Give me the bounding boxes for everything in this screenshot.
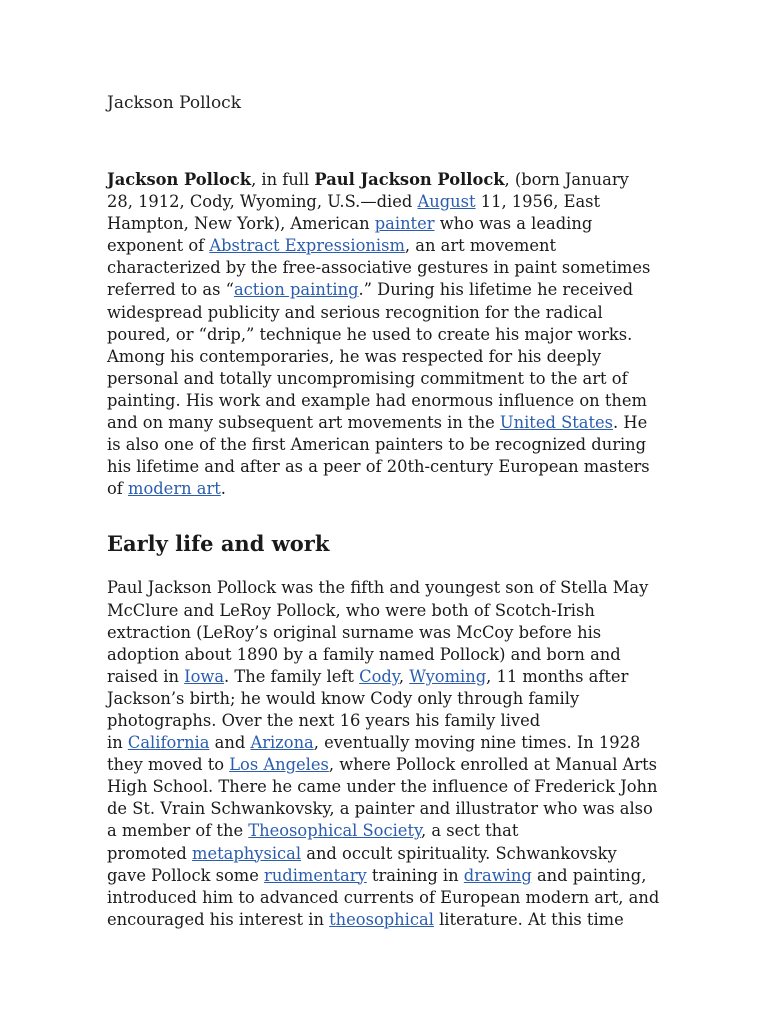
text-span: they moved to [107,755,230,775]
link-theosophical-society[interactable]: Theosophical Society [248,821,422,841]
text-line [107,478,667,500]
text-span: , an art movement [404,236,557,256]
text-span: , where Pollock enrolled at Manual Arts [328,755,658,775]
text-line [107,887,667,909]
text-span: introduced him to advanced currents of European modern art, and [107,887,660,907]
link-california[interactable]: California [127,733,210,753]
text-span: Jackson’s birth; he would know Cody only through family [107,688,580,708]
text-span: widespread publicity and serious recognition for the radical [107,302,603,322]
text-span: 28, 1912, Cody, Wyoming, U.S.—died [107,192,418,212]
text-line [107,368,667,390]
text-span: Among his contemporaries, he was respected for his deeply [107,346,602,366]
text-line [107,412,667,434]
text-span: and on many subsequent art movements in the [107,413,500,433]
text-span: , [398,666,410,686]
text-span: adoption about 1890 by a family named Pollock) and born and [107,644,621,664]
text-span: his lifetime and after as a peer of 20th-century European masters [107,457,650,477]
link-modern-art[interactable]: modern art [128,479,221,499]
text-line [107,346,667,368]
link-los-angeles[interactable]: Los Angeles [229,755,329,775]
text-span: who was a leading [434,214,593,234]
text-line [107,302,667,324]
text-line [107,666,667,688]
document-title: Jackson Pollock [107,93,241,113]
text-span: , 11 months after [486,666,629,686]
text-line [107,235,667,257]
text-line [107,456,667,478]
text-span: . [220,479,226,499]
text-span: Hampton, New York), American [107,214,375,234]
link-arizona[interactable]: Arizona [250,733,314,753]
link-abstract-expressionism[interactable]: Abstract Expressionism [209,236,405,256]
text-span: 11, 1956, East [475,192,601,212]
text-span: .” During his lifetime he received [358,280,634,300]
text-span: exponent of [107,236,210,256]
link-iowa[interactable]: Iowa [184,666,225,686]
text-span: and occult spirituality. Schwankovsky [301,843,617,863]
text-span: promoted [107,843,193,863]
text-span: literature. At this time [433,909,624,929]
text-span: and painting, [531,865,647,885]
text-line [107,644,667,666]
text-line [107,732,667,754]
text-span: encouraged his interest in [107,909,330,929]
text-span: , in full [251,170,315,189]
text-line [107,577,667,599]
text-line [107,390,667,412]
text-line [107,843,667,865]
text-span: is also one of the first American painters to be recognized during [107,435,647,455]
bold-text: Paul Jackson Pollock [314,170,505,189]
text-line [107,909,667,931]
text-span: referred to as “ [107,280,234,300]
text-span: , (born January [504,170,629,189]
link-united-states[interactable]: United States [499,413,614,433]
link-painter[interactable]: painter [374,214,435,234]
intro-paragraph [107,169,667,500]
link-rudimentary[interactable]: rudimentary [264,865,367,885]
text-span: poured, or “drip,” technique he used to create his major works. [107,324,633,344]
link-drawing[interactable]: drawing [463,865,532,885]
early-life-paragraph [107,577,667,931]
text-span: de St. Vrain Schwankovsky, a painter and illustrator who was also [107,799,653,819]
text-line [107,710,667,732]
text-span: characterized by the free-associative gestures in paint sometimes [107,258,651,278]
link-theosophical[interactable]: theosophical [329,909,434,929]
bold-text: Jackson Pollock [107,170,252,189]
text-line [107,820,667,842]
text-span: in [107,733,128,753]
text-line [107,257,667,279]
text-span: , a sect that [421,821,519,841]
text-line [107,600,667,622]
link-action-painting[interactable]: action painting [233,280,359,300]
text-line [107,279,667,301]
text-span: photographs. Over the next 16 years his family lived [107,710,541,730]
link-cody[interactable]: Cody [359,666,399,686]
text-line [107,688,667,710]
text-line [107,798,667,820]
text-span: . The family left [224,666,360,686]
link-august[interactable]: August [417,192,476,212]
section-heading-early-life: Early life and work [107,531,330,557]
text-span: and [209,733,251,753]
link-metaphysical[interactable]: metaphysical [192,843,302,863]
text-span: raised in [107,666,185,686]
text-span: extraction (LeRoy’s original surname was McCoy before his [107,622,602,642]
link-wyoming[interactable]: Wyoming [409,666,487,686]
text-span: training in [366,865,464,885]
text-line [107,191,667,213]
text-span: of [107,479,129,499]
text-line [107,865,667,887]
text-line [107,324,667,346]
document-page [107,92,667,931]
text-span: personal and totally uncompromising commitment to the art of [107,368,628,388]
text-span: gave Pollock some [107,865,265,885]
text-span: , eventually moving nine times. In 1928 [313,733,641,753]
text-span: . He [613,413,648,433]
text-span: Paul Jackson Pollock was the fifth and youngest son of Stella May [107,578,649,598]
text-line [107,776,667,798]
text-line [107,622,667,644]
text-span: painting. His work and example had enormous influence on them [107,390,647,410]
text-span: High School. There he came under the influence of Frederick John [107,777,658,797]
text-line [107,169,667,191]
text-span: a member of the [107,821,249,841]
text-line [107,754,667,776]
text-line [107,213,667,235]
text-span: McClure and LeRoy Pollock, who were both of Scotch-Irish [107,600,595,620]
text-line [107,434,667,456]
